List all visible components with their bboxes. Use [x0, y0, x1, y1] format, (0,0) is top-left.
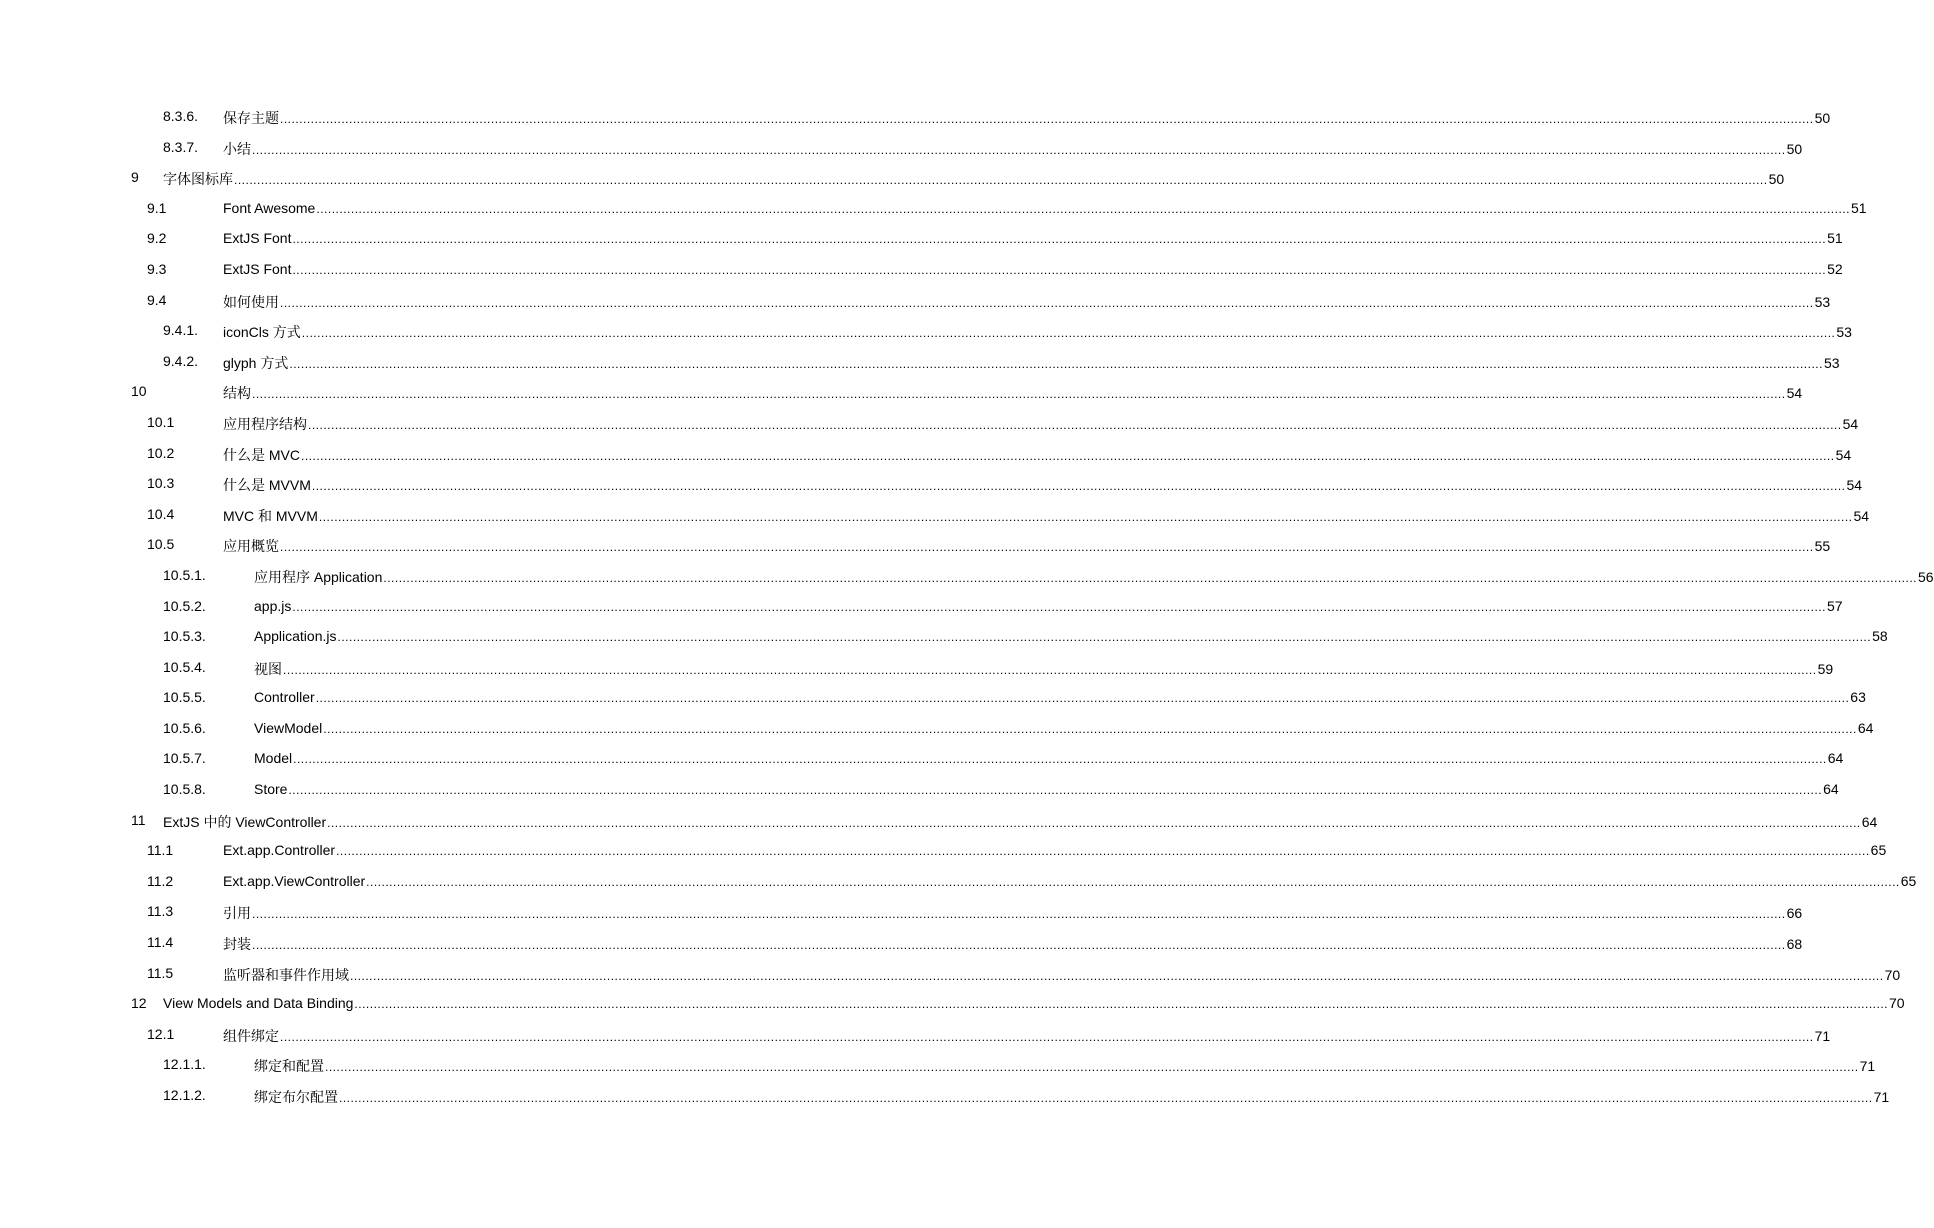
- toc-entry-page-number: 52: [1827, 260, 1843, 277]
- toc-entry[interactable]: [0, 133, 1803, 164]
- toc-dot-leader: ................................................................................................................................................................................................................................................................................................................................................................................................................: [280, 295, 1814, 310]
- toc-dot-leader: ................................................................................................................................................................................................................................................................................................................................................................................................................: [252, 907, 1786, 922]
- toc-entry-title: Store: [254, 781, 288, 798]
- toc-dot-leader: ................................................................................................................................................................................................................................................................................................................................................................................................................: [366, 874, 1900, 889]
- toc-entry-page-number: 50: [1786, 140, 1803, 157]
- toc-entry-page-number: 51: [1827, 230, 1843, 247]
- toc-entry-number: 10.5.1.: [163, 566, 206, 583]
- toc-entry-title: ViewModel: [254, 719, 323, 736]
- toc-entry-page-number: 54: [1786, 385, 1803, 402]
- toc-dot-leader: ................................................................................................................................................................................................................................................................................................................................................................................................................: [280, 1029, 1814, 1044]
- toc-entry-title: Font Awesome: [223, 199, 316, 216]
- toc-entry-number: 12.1: [147, 1025, 175, 1042]
- toc-entry-page-number: 70: [1884, 966, 1901, 983]
- toc-dot-leader: ................................................................................................................................................................................................................................................................................................................................................................................................................: [337, 630, 1872, 645]
- toc-entry-title: 结构: [223, 385, 251, 402]
- toc-entry-title: 应用概览: [223, 538, 279, 555]
- toc-entry-number: 10.5.3.: [163, 628, 206, 645]
- toc-entry-page-number: 66: [1786, 905, 1803, 922]
- toc-entry-page-number: 50: [1768, 171, 1785, 188]
- toc-entry[interactable]: [0, 592, 1843, 623]
- toc-dot-leader: ................................................................................................................................................................................................................................................................................................................................................................................................................: [280, 540, 1814, 555]
- toc-entry[interactable]: [0, 683, 1866, 714]
- toc-entry-number: 10.4: [147, 505, 175, 522]
- toc-entry-page-number: 53: [1823, 354, 1840, 371]
- toc-entry-number: 10.5.7.: [163, 750, 206, 767]
- toc-entry-title: 什么是 MVVM: [223, 477, 311, 494]
- toc-dot-leader: ................................................................................................................................................................................................................................................................................................................................................................................................................: [354, 997, 1889, 1012]
- toc-dot-leader: ................................................................................................................................................................................................................................................................................................................................................................................................................: [323, 721, 1857, 736]
- toc-entry-title: Application.js: [254, 628, 337, 645]
- toc-dot-leader: ................................................................................................................................................................................................................................................................................................................................................................................................................: [325, 1060, 1859, 1075]
- toc-entry-title: View Models and Data Binding: [163, 995, 354, 1012]
- toc-entry-number: 9.4.1.: [163, 322, 199, 339]
- toc-entry[interactable]: [0, 469, 1863, 500]
- toc-entry[interactable]: [0, 194, 1867, 225]
- toc-dot-leader: ................................................................................................................................................................................................................................................................................................................................................................................................................: [339, 1091, 1873, 1105]
- toc-entry-page-number: 53: [1814, 293, 1831, 310]
- toc-entry[interactable]: [0, 653, 1834, 684]
- toc-entry[interactable]: [0, 377, 1803, 408]
- toc-entry-number: 12: [131, 995, 147, 1012]
- toc-entry-title: 应用程序 Application: [254, 568, 383, 585]
- table-of-contents: [0, 102, 1934, 1112]
- toc-entry-number: 11.2: [147, 872, 174, 889]
- toc-entry-title: 引用: [223, 905, 251, 922]
- toc-entry-title: iconCls 方式: [223, 324, 301, 341]
- toc-entry[interactable]: [0, 744, 1844, 775]
- toc-dot-leader: ................................................................................................................................................................................................................................................................................................................................................................................................................: [301, 326, 1836, 341]
- toc-entry-page-number: 70: [1889, 995, 1905, 1012]
- toc-dot-leader: ................................................................................................................................................................................................................................................................................................................................................................................................................: [252, 387, 1786, 402]
- toc-dot-leader: ................................................................................................................................................................................................................................................................................................................................................................................................................: [318, 509, 1853, 524]
- toc-entry-title: Controller: [254, 689, 315, 706]
- toc-entry-number: 10.5.2.: [163, 597, 206, 614]
- toc-dot-leader: ................................................................................................................................................................................................................................................................................................................................................................................................................: [252, 142, 1786, 157]
- toc-entry-number: 10.5.4.: [163, 658, 206, 675]
- toc-entry[interactable]: [0, 316, 1852, 347]
- toc-entry-page-number: 71: [1859, 1058, 1876, 1075]
- toc-entry-page-number: 57: [1826, 597, 1843, 614]
- toc-entry-title: 监听器和事件作用域: [223, 966, 349, 983]
- toc-dot-leader: ................................................................................................................................................................................................................................................................................................................................................................................................................: [383, 570, 1917, 585]
- toc-entry-number: 10.2: [147, 444, 175, 461]
- toc-entry-number: 8.3.7.: [163, 138, 199, 155]
- toc-entry[interactable]: [0, 163, 1785, 194]
- toc-entry[interactable]: [0, 500, 1870, 531]
- toc-dot-leader: ................................................................................................................................................................................................................................................................................................................................................................................................................: [327, 815, 1861, 830]
- toc-entry-number: 11.3: [147, 903, 174, 920]
- toc-entry-title: 封装: [223, 936, 251, 953]
- toc-entry[interactable]: [0, 439, 1852, 470]
- toc-entry-page-number: 54: [1842, 415, 1859, 432]
- toc-entry-page-number: 53: [1836, 324, 1852, 341]
- toc-entry-page-number: 65: [1870, 842, 1887, 859]
- toc-dot-leader: ................................................................................................................................................................................................................................................................................................................................................................................................................: [234, 173, 1768, 188]
- toc-entry-title: 什么是 MVC: [223, 446, 300, 463]
- toc-dot-leader: ................................................................................................................................................................................................................................................................................................................................................................................................................: [252, 938, 1786, 953]
- toc-dot-leader: ................................................................................................................................................................................................................................................................................................................................................................................................................: [301, 448, 1835, 463]
- toc-entry-title: 组件绑定: [223, 1027, 279, 1044]
- toc-entry-page-number: 65: [1900, 872, 1917, 889]
- toc-entry-page-number: 58: [1872, 628, 1888, 645]
- toc-entry[interactable]: [0, 928, 1803, 959]
- toc-entry-number: 12.1.1.: [163, 1056, 206, 1073]
- toc-entry-title: 保存主题: [223, 110, 279, 126]
- toc-dot-leader: ................................................................................................................................................................................................................................................................................................................................................................................................................: [288, 783, 1823, 798]
- toc-entry-page-number: 64: [1861, 813, 1878, 830]
- toc-entry-title: 应用程序结构: [223, 415, 307, 432]
- toc-dot-leader: ................................................................................................................................................................................................................................................................................................................................................................................................................: [283, 662, 1817, 677]
- toc-entry-title: 绑定和配置: [254, 1058, 324, 1075]
- toc-entry-title: ExtJS Font: [223, 260, 292, 277]
- toc-entry-number: 10.5.6.: [163, 719, 206, 736]
- toc-entry-page-number: 50: [1814, 110, 1831, 126]
- toc-entry[interactable]: [0, 102, 1831, 133]
- toc-entry-title: ExtJS Font: [223, 230, 292, 247]
- toc-dot-leader: ................................................................................................................................................................................................................................................................................................................................................................................................................: [280, 112, 1814, 126]
- toc-entry-number: 10: [131, 383, 147, 400]
- toc-dot-leader: ................................................................................................................................................................................................................................................................................................................................................................................................................: [289, 356, 1823, 371]
- toc-entry-page-number: 71: [1814, 1027, 1831, 1044]
- toc-entry-page-number: 59: [1817, 660, 1834, 677]
- toc-entry-number: 9.1: [147, 199, 167, 216]
- toc-entry-number: 10.5.5.: [163, 689, 206, 706]
- toc-entry[interactable]: [0, 897, 1803, 928]
- toc-entry-number: 10.5.8.: [163, 781, 206, 798]
- toc-entry-page-number: 64: [1827, 750, 1844, 767]
- toc-entry-number: 11.1: [147, 842, 174, 859]
- toc-entry-number: 9.4.2.: [163, 352, 199, 369]
- toc-entry-title: ExtJS 中的 ViewController: [163, 813, 327, 830]
- toc-entry-page-number: 71: [1873, 1089, 1890, 1105]
- toc-entry[interactable]: [0, 286, 1831, 317]
- toc-entry-page-number: 56: [1917, 568, 1934, 585]
- toc-entry-page-number: 51: [1850, 199, 1867, 216]
- toc-dot-leader: ................................................................................................................................................................................................................................................................................................................................................................................................................: [311, 479, 1846, 494]
- toc-entry[interactable]: [0, 255, 1843, 286]
- toc-entry[interactable]: [0, 959, 1901, 990]
- toc-entry[interactable]: [0, 561, 1934, 592]
- toc-entry-number: 11.5: [147, 964, 174, 981]
- toc-entry[interactable]: [0, 806, 1878, 837]
- toc-dot-leader: ................................................................................................................................................................................................................................................................................................................................................................................................................: [336, 844, 1870, 859]
- toc-entry-number: 9.2: [147, 230, 167, 247]
- toc-entry-page-number: 64: [1857, 719, 1874, 736]
- toc-entry-number: 9.4: [147, 291, 167, 308]
- toc-dot-leader: ................................................................................................................................................................................................................................................................................................................................................................................................................: [315, 691, 1850, 706]
- toc-entry[interactable]: [0, 224, 1843, 255]
- toc-dot-leader: ................................................................................................................................................................................................................................................................................................................................................................................................................: [292, 262, 1827, 277]
- toc-entry-number: 9: [131, 169, 139, 186]
- toc-dot-leader: ................................................................................................................................................................................................................................................................................................................................................................................................................: [316, 201, 1850, 216]
- toc-entry[interactable]: [0, 1020, 1831, 1051]
- toc-dot-leader: ................................................................................................................................................................................................................................................................................................................................................................................................................: [293, 752, 1827, 767]
- toc-entry-title: Ext.app.ViewController: [223, 872, 366, 889]
- toc-entry[interactable]: [0, 714, 1874, 745]
- toc-entry[interactable]: [0, 1050, 1876, 1081]
- toc-dot-leader: ................................................................................................................................................................................................................................................................................................................................................................................................................: [308, 417, 1842, 432]
- toc-entry-page-number: 63: [1850, 689, 1866, 706]
- toc-entry-page-number: 64: [1823, 781, 1839, 798]
- toc-entry-title: MVC 和 MVVM: [223, 507, 318, 524]
- toc-entry[interactable]: [0, 622, 1888, 653]
- toc-entry-number: 11.4: [147, 934, 174, 951]
- toc-entry-title: 绑定布尔配置: [254, 1089, 338, 1105]
- toc-entry-number: 10.3: [147, 475, 175, 492]
- toc-entry-title: app.js: [254, 597, 292, 614]
- toc-entry[interactable]: [0, 408, 1859, 439]
- toc-entry[interactable]: [0, 530, 1831, 561]
- toc-entry-number: 8.3.6.: [163, 108, 199, 124]
- toc-dot-leader: ................................................................................................................................................................................................................................................................................................................................................................................................................: [292, 232, 1827, 247]
- toc-entry-number: 10.1: [147, 413, 175, 430]
- toc-entry-number: 10.5: [147, 536, 175, 553]
- toc-entry-title: glyph 方式: [223, 354, 289, 371]
- toc-entry-title: 字体图标库: [163, 171, 233, 188]
- toc-dot-leader: ................................................................................................................................................................................................................................................................................................................................................................................................................: [292, 599, 1826, 614]
- toc-entry-title: Ext.app.Controller: [223, 842, 336, 859]
- toc-entry-title: 小结: [223, 140, 251, 157]
- toc-entry[interactable]: [0, 775, 1839, 806]
- toc-entry-page-number: 54: [1846, 477, 1863, 494]
- toc-entry-number: 9.3: [147, 260, 167, 277]
- toc-entry[interactable]: [0, 347, 1840, 378]
- toc-entry-page-number: 54: [1835, 446, 1852, 463]
- toc-entry-title: 视图: [254, 660, 282, 677]
- toc-entry[interactable]: [0, 836, 1887, 867]
- toc-entry[interactable]: [0, 867, 1917, 898]
- toc-entry-page-number: 68: [1786, 936, 1803, 953]
- toc-dot-leader: ................................................................................................................................................................................................................................................................................................................................................................................................................: [350, 968, 1884, 983]
- toc-entry-title: 如何使用: [223, 293, 279, 310]
- toc-entry-number: 11: [131, 811, 146, 828]
- toc-entry[interactable]: [0, 1081, 1890, 1112]
- toc-entry-title: Model: [254, 750, 293, 767]
- toc-entry-number: 12.1.2.: [163, 1087, 206, 1103]
- toc-entry[interactable]: [0, 989, 1905, 1020]
- toc-entry-page-number: 55: [1814, 538, 1831, 555]
- toc-entry-page-number: 54: [1853, 507, 1870, 524]
